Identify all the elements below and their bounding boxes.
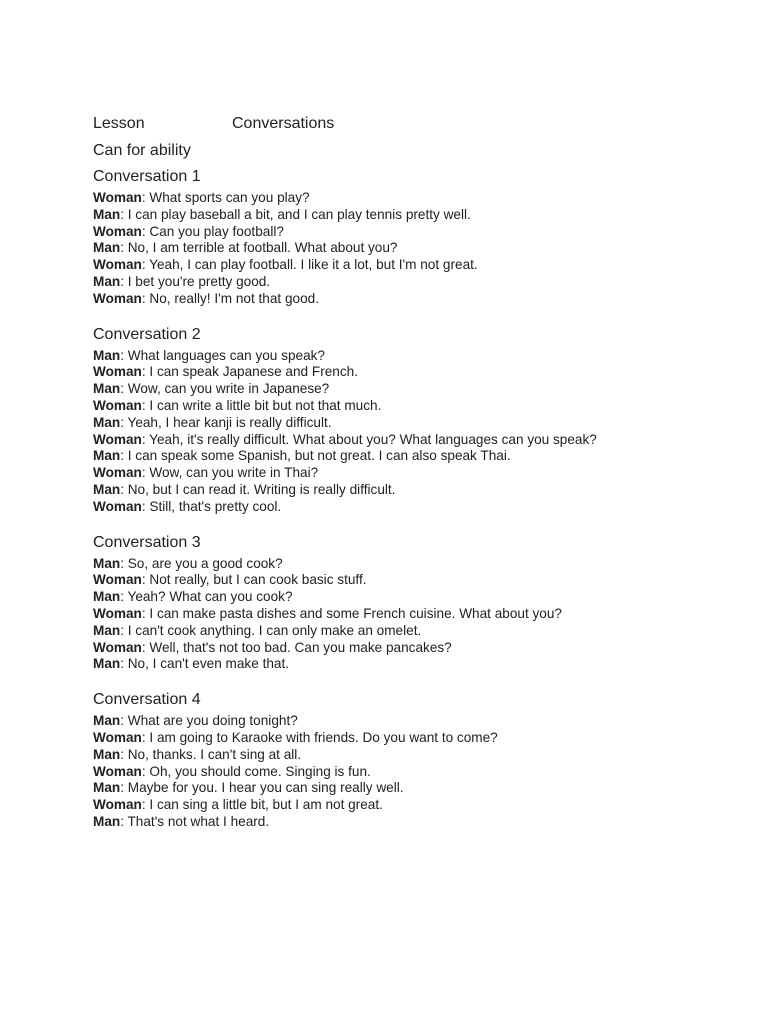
dialogue-line <box>93 224 733 241</box>
dialogue-line <box>93 465 733 482</box>
dialogue-line <box>93 482 733 499</box>
conversations-container <box>93 167 733 831</box>
dialogue-text: : Well, that's not too bad. Can you make pancakes? <box>141 639 452 655</box>
speaker-name: Man <box>93 414 121 430</box>
dialogue-line <box>93 572 733 589</box>
speaker-name: Man <box>93 589 121 605</box>
dialogue-text: : No, but I can read it. Writing is really difficult. <box>120 481 396 497</box>
dialogue-line <box>93 364 733 381</box>
conversation-heading: Conversation 4 <box>93 691 201 709</box>
speaker-name: Man <box>93 448 121 464</box>
conversation-2 <box>93 325 733 516</box>
dialogue-line <box>93 623 733 640</box>
dialogue-text: : I can't cook anything. I can only make an omelet. <box>120 622 422 638</box>
dialogue-line <box>93 764 733 781</box>
dialogue-text: : No, really! I'm not that good. <box>141 290 319 306</box>
dialogue-line <box>93 207 733 224</box>
speaker-name: Man <box>93 206 121 222</box>
dialogue-line <box>93 730 733 747</box>
speaker-name: Man <box>93 746 121 762</box>
speaker-name: Man <box>93 656 121 672</box>
speaker-name: Woman <box>93 223 142 239</box>
dialogue-text: : Wow, can you write in Japanese? <box>120 381 330 397</box>
dialogue-text: : I can play baseball a bit, and I can play tennis pretty well. <box>120 206 471 222</box>
dialogue-text: : Wow, can you write in Thai? <box>141 465 319 481</box>
dialogue-text: : No, I am terrible at football. What about you? <box>120 240 398 256</box>
speaker-name: Man <box>93 780 121 796</box>
speaker-name: Woman <box>93 729 142 745</box>
speaker-name: Woman <box>93 290 142 306</box>
document-header <box>93 114 733 134</box>
speaker-name: Woman <box>93 364 142 380</box>
dialogue-line <box>93 589 733 606</box>
dialogue-text: : Yeah, I can play football. I like it a lot, but I'm not great. <box>141 257 478 273</box>
conversation-1 <box>93 167 733 308</box>
dialogue-line <box>93 257 733 274</box>
speaker-name: Man <box>93 381 121 397</box>
dialogue-line <box>93 747 733 764</box>
speaker-name: Man <box>93 713 121 729</box>
document-title: Conversations <box>232 115 335 132</box>
speaker-name: Man <box>93 240 121 256</box>
dialogue-text: : What sports can you play? <box>141 190 310 205</box>
dialogue-line <box>93 556 733 573</box>
conversation-4 <box>93 690 733 831</box>
dialogue-text: : Yeah, it's really difficult. What about you? What languages can you speak? <box>141 431 597 447</box>
dialogue-text: : Yeah? What can you cook? <box>120 589 293 605</box>
dialogue-line <box>93 432 733 449</box>
dialogue-line <box>93 240 733 257</box>
speaker-name: Woman <box>93 465 142 481</box>
dialogue-line <box>93 381 733 398</box>
dialogue-text: : I can speak some Spanish, but not great. I can also speak Thai. <box>120 448 511 464</box>
dialogue-line <box>93 814 733 831</box>
speaker-name: Woman <box>93 397 142 413</box>
dialogue-line <box>93 797 733 814</box>
speaker-name: Man <box>93 347 121 363</box>
speaker-name: Woman <box>93 797 142 813</box>
dialogue-line <box>93 713 733 730</box>
speaker-name: Man <box>93 481 121 497</box>
lesson-label: Lesson <box>93 115 145 132</box>
speaker-name: Woman <box>93 763 142 779</box>
dialogue-text: : Oh, you should come. Singing is fun. <box>141 763 371 779</box>
speaker-name: Woman <box>93 190 142 205</box>
document-subtitle: Can for ability <box>93 142 191 159</box>
dialogue-text: : I bet you're pretty good. <box>120 273 271 289</box>
dialogue-text: : Not really, but I can cook basic stuff. <box>141 572 367 588</box>
speaker-name: Woman <box>93 498 142 514</box>
dialogue-line <box>93 499 733 516</box>
speaker-name: Woman <box>93 572 142 588</box>
dialogue-line <box>93 291 733 308</box>
conversation-heading: Conversation 2 <box>93 325 201 343</box>
dialogue-text: : I can sing a little bit, but I am not great. <box>141 797 383 813</box>
conversation-heading: Conversation 1 <box>93 168 201 185</box>
dialogue-line <box>93 274 733 291</box>
conversation-heading: Conversation 3 <box>93 533 201 551</box>
dialogue-text: : What languages can you speak? <box>120 347 325 363</box>
dialogue-text: : Yeah, I hear kanji is really difficult. <box>120 414 332 430</box>
dialogue-line <box>93 606 733 623</box>
dialogue-text: : I am going to Karaoke with friends. Do you want to come? <box>141 729 498 745</box>
conversation-3 <box>93 533 733 674</box>
dialogue-text: : I can make pasta dishes and some French cuisine. What about you? <box>141 605 562 621</box>
speaker-name: Man <box>93 273 121 289</box>
speaker-name: Woman <box>93 639 142 655</box>
dialogue-text: : Still, that's pretty cool. <box>141 498 282 514</box>
dialogue-text: : No, thanks. I can't sing at all. <box>120 746 302 762</box>
dialogue-text: : Maybe for you. I hear you can sing really well. <box>120 780 404 796</box>
speaker-name: Woman <box>93 431 142 447</box>
dialogue-text: : I can write a little bit but not that much. <box>141 397 382 413</box>
dialogue-text: : Can you play football? <box>141 223 284 239</box>
dialogue-line <box>93 190 733 207</box>
document-page <box>93 114 733 831</box>
dialogue-line <box>93 348 733 365</box>
dialogue-text: : I can speak Japanese and French. <box>141 364 358 380</box>
dialogue-line <box>93 640 733 657</box>
speaker-name: Man <box>93 622 121 638</box>
speaker-name: Woman <box>93 257 142 273</box>
dialogue-text: : No, I can't even make that. <box>120 656 290 672</box>
dialogue-text: : That's not what I heard. <box>120 813 270 829</box>
dialogue-text: : What are you doing tonight? <box>120 713 298 729</box>
dialogue-line <box>93 415 733 432</box>
dialogue-line <box>93 398 733 415</box>
speaker-name: Woman <box>93 605 142 621</box>
dialogue-text: : So, are you a good cook? <box>120 555 283 571</box>
dialogue-line <box>93 780 733 797</box>
speaker-name: Man <box>93 555 121 571</box>
dialogue-line <box>93 448 733 465</box>
speaker-name: Man <box>93 813 121 829</box>
dialogue-line <box>93 656 733 673</box>
